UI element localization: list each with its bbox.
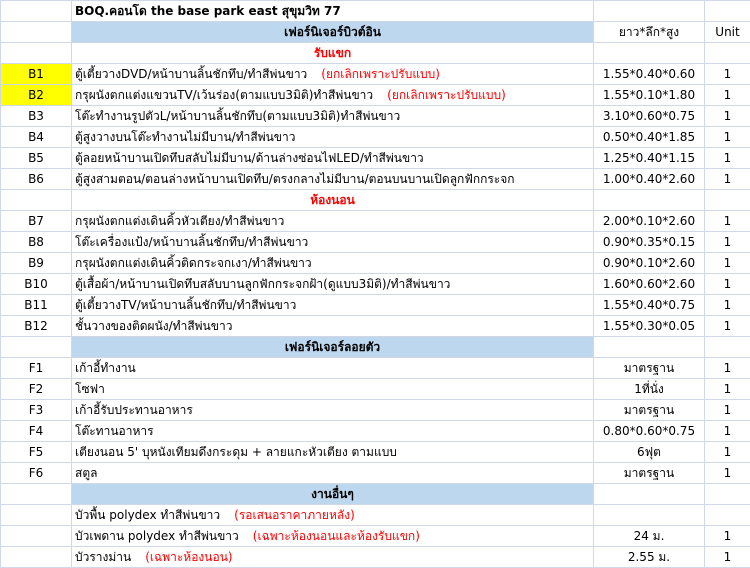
table-row	[1, 442, 750, 463]
item-description-text: เก้าอี้ทำงาน	[75, 361, 136, 375]
group-heading-other-title: งานอื่นๆ	[72, 484, 594, 505]
item-code	[1, 526, 72, 547]
item-description-text: โซฟา	[75, 382, 105, 396]
item-code: B9	[1, 253, 72, 274]
item-size: 1.55*0.30*0.05	[594, 316, 705, 337]
header-row	[1, 22, 750, 43]
item-description	[72, 295, 594, 316]
table-row	[1, 85, 750, 106]
table-row	[1, 295, 750, 316]
item-description-text: บัวพื้น polydex ทำสีพ่นขาว	[75, 508, 220, 522]
item-code: B10	[1, 274, 72, 295]
item-unit: 1	[705, 526, 750, 547]
section-heading	[1, 43, 750, 64]
item-unit: 1	[705, 232, 750, 253]
item-unit: 1	[705, 127, 750, 148]
item-unit: 1	[705, 421, 750, 442]
table-row	[1, 169, 750, 190]
item-description	[72, 127, 594, 148]
item-description	[72, 442, 594, 463]
item-code: F1	[1, 358, 72, 379]
item-description	[72, 526, 594, 547]
item-size: 0.90*0.35*0.15	[594, 232, 705, 253]
section-size-cell	[594, 337, 705, 358]
item-unit	[705, 505, 750, 526]
table-row	[1, 127, 750, 148]
item-code: B3	[1, 106, 72, 127]
title-size-cell	[594, 1, 705, 22]
table-row	[1, 421, 750, 442]
title-code-cell	[1, 1, 72, 22]
item-description	[72, 106, 594, 127]
item-description-text: ตู้ลอยหน้าบานเปิดทึบสลับไม่มีบาน/ด้านล่างซ่อนไฟLED/ทำสีพ่นขาว	[75, 151, 424, 165]
item-size: 1.55*0.40*0.60	[594, 64, 705, 85]
item-unit: 1	[705, 379, 750, 400]
section-unit-cell	[705, 190, 750, 211]
table-row	[1, 232, 750, 253]
item-size: 1.55*0.10*1.80	[594, 85, 705, 106]
item-note: (รอเสนอราคาภายหลัง)	[234, 508, 355, 522]
item-description	[72, 421, 594, 442]
item-code: B6	[1, 169, 72, 190]
item-code: B7	[1, 211, 72, 232]
item-code	[1, 547, 72, 568]
section-unit-cell	[705, 484, 750, 505]
item-unit: 1	[705, 211, 750, 232]
item-description-text: ตู้สูงสามตอน/ตอนล่างหน้าบานเปิดทึบ/ตรงกลางไม่มีบาน/ตอนบนบานเปิดลูกฟักกระจก	[75, 172, 515, 186]
item-size: 1ที่นั่ง	[594, 379, 705, 400]
section-unit-cell	[705, 43, 750, 64]
item-size: 3.10*0.60*0.75	[594, 106, 705, 127]
table-row	[1, 505, 750, 526]
item-size: 1.25*0.40*1.15	[594, 148, 705, 169]
item-code: B12	[1, 316, 72, 337]
item-description-text: กรุผนังตกแต่งแขวนTV/เว้นร่อง(ตามแบบ3มิติ)ทำสีพ่นขาว	[75, 88, 373, 102]
item-size: 0.50*0.40*1.85	[594, 127, 705, 148]
item-description	[72, 253, 594, 274]
item-description-text: สตูล	[75, 466, 97, 480]
title-row	[1, 1, 750, 22]
item-size: 24 ม.	[594, 526, 705, 547]
item-description-text: ตู้เตี้ยวางDVD/หน้าบานลิ้นชักทึบ/ทำสีพ่นขาว	[75, 67, 307, 81]
item-unit: 1	[705, 106, 750, 127]
item-description	[72, 400, 594, 421]
item-description-text: โต๊ะทำงานรูปตัวL/หน้าบานลิ้นชักทึบ(ตามแบบ3มิติ)ทำสีพ่นขาว	[75, 109, 400, 123]
item-description	[72, 463, 594, 484]
item-unit: 1	[705, 547, 750, 568]
item-unit: 1	[705, 463, 750, 484]
item-description	[72, 148, 594, 169]
table-row	[1, 253, 750, 274]
table-row	[1, 463, 750, 484]
table-row	[1, 400, 750, 421]
item-description-text: โต๊ะทานอาหาร	[75, 424, 154, 438]
section-code-cell	[1, 337, 72, 358]
table-row	[1, 547, 750, 568]
item-size: 1.60*0.60*2.60	[594, 274, 705, 295]
item-code: B2	[1, 85, 72, 106]
item-size: 2.55 ม.	[594, 547, 705, 568]
item-description-text: ตู้สูงวางบนโต๊ะทำงานไม่มีบาน/ทำสีพ่นขาว	[75, 130, 296, 144]
item-note: (ยกเลิกเพราะปรับแบบ)	[387, 88, 506, 102]
table-row	[1, 64, 750, 85]
item-code: B4	[1, 127, 72, 148]
section-heading-title: รับแขก	[72, 43, 594, 64]
item-description	[72, 505, 594, 526]
item-description	[72, 316, 594, 337]
header-code-cell	[1, 22, 72, 43]
title-unit-cell	[705, 1, 750, 22]
table-row	[1, 274, 750, 295]
item-description	[72, 169, 594, 190]
item-description-text: บัวรางม่าน	[75, 550, 131, 564]
item-description	[72, 64, 594, 85]
table-row	[1, 106, 750, 127]
item-description-text: ชั้นวางของติดผนัง/ทำสีพ่นขาว	[75, 319, 232, 333]
item-size: 0.90*0.10*2.60	[594, 253, 705, 274]
table-row	[1, 211, 750, 232]
item-unit: 1	[705, 169, 750, 190]
item-code: B1	[1, 64, 72, 85]
section-heading	[1, 190, 750, 211]
table-row	[1, 358, 750, 379]
table-row	[1, 526, 750, 547]
item-unit: 1	[705, 148, 750, 169]
item-code: F3	[1, 400, 72, 421]
item-size: มาตรฐาน	[594, 358, 705, 379]
item-description	[72, 274, 594, 295]
item-unit: 1	[705, 400, 750, 421]
item-size: 1.55*0.40*0.75	[594, 295, 705, 316]
item-size: 1.00*0.40*2.60	[594, 169, 705, 190]
item-description-text: ตู้เตี้ยวางTV/หน้าบานลิ้นชักทึบ/ทำสีพ่นขาว	[75, 298, 296, 312]
table-row	[1, 148, 750, 169]
item-description-text: เตียงนอน 5' บุหนังเทียมดึงกระดุม + ลายแกะหัวเตียง ตามแบบ	[75, 445, 397, 459]
item-description	[72, 232, 594, 253]
item-code: B5	[1, 148, 72, 169]
table-row	[1, 379, 750, 400]
item-description	[72, 547, 594, 568]
item-unit: 1	[705, 274, 750, 295]
item-code: B11	[1, 295, 72, 316]
document-title: BOQ.คอนโด the base park east สุขุมวิท 77	[72, 1, 594, 22]
item-code: F2	[1, 379, 72, 400]
group-heading-loose	[1, 337, 750, 358]
item-size: มาตรฐาน	[594, 463, 705, 484]
item-note: (ยกเลิกเพราะปรับแบบ)	[321, 67, 440, 81]
item-description	[72, 358, 594, 379]
item-description	[72, 211, 594, 232]
item-description	[72, 379, 594, 400]
item-unit: 1	[705, 358, 750, 379]
item-code: F4	[1, 421, 72, 442]
item-description-text: เก้าอี้รับประทานอาหาร	[75, 403, 193, 417]
section-size-cell	[594, 484, 705, 505]
item-size: 6ฟุต	[594, 442, 705, 463]
section-size-cell	[594, 190, 705, 211]
item-description-text: ตู้เสื้อผ้า/หน้าบานเปิดทึบสลับบานลูกฟักกระจกฝ้า(ดูแบบ3มิติ)/ทำสีพ่นขาว	[75, 277, 450, 291]
section-size-cell	[594, 43, 705, 64]
section-code-cell	[1, 43, 72, 64]
item-note: (เฉพาะห้องนอน)	[145, 550, 232, 564]
item-description-text: กรุผนังตกแต่งเดินคิ้วติดกระจกเงา/ทำสีพ่นขาว	[75, 256, 312, 270]
item-unit: 1	[705, 295, 750, 316]
item-size: 0.80*0.60*0.75	[594, 421, 705, 442]
item-description	[72, 85, 594, 106]
item-unit: 1	[705, 85, 750, 106]
group-heading-loose-title: เฟอร์นิเจอร์ลอยตัว	[72, 337, 594, 358]
item-unit: 1	[705, 253, 750, 274]
item-description-text: บัวเพดาน polydex ทำสีพ่นขาว	[75, 529, 239, 543]
item-size: 2.00*0.10*2.60	[594, 211, 705, 232]
section-heading-title: ห้องนอน	[72, 190, 594, 211]
item-note: (เฉพาะห้องนอนและห้องรับแขก)	[253, 529, 420, 543]
item-code: B8	[1, 232, 72, 253]
header-unit: Unit	[705, 22, 750, 43]
item-code: F5	[1, 442, 72, 463]
item-unit: 1	[705, 64, 750, 85]
group-heading-other	[1, 484, 750, 505]
section-unit-cell	[705, 337, 750, 358]
item-unit: 1	[705, 442, 750, 463]
item-description-text: กรุผนังตกแต่งเดินคิ้วหัวเตียง/ทำสีพ่นขาว	[75, 214, 284, 228]
header-section: เฟอร์นิเจอร์บิวต์อิน	[72, 22, 594, 43]
section-code-cell	[1, 484, 72, 505]
item-code: F6	[1, 463, 72, 484]
table-row	[1, 316, 750, 337]
item-unit: 1	[705, 316, 750, 337]
section-code-cell	[1, 190, 72, 211]
item-size: มาตรฐาน	[594, 400, 705, 421]
item-size	[594, 505, 705, 526]
header-size: ยาว*ลึก*สูง	[594, 22, 705, 43]
item-code	[1, 505, 72, 526]
item-description-text: โต๊ะเครื่องแป้ง/หน้าบานลิ้นชักทึบ/ทำสีพ่นขาว	[75, 235, 308, 249]
boq-body	[1, 1, 750, 568]
